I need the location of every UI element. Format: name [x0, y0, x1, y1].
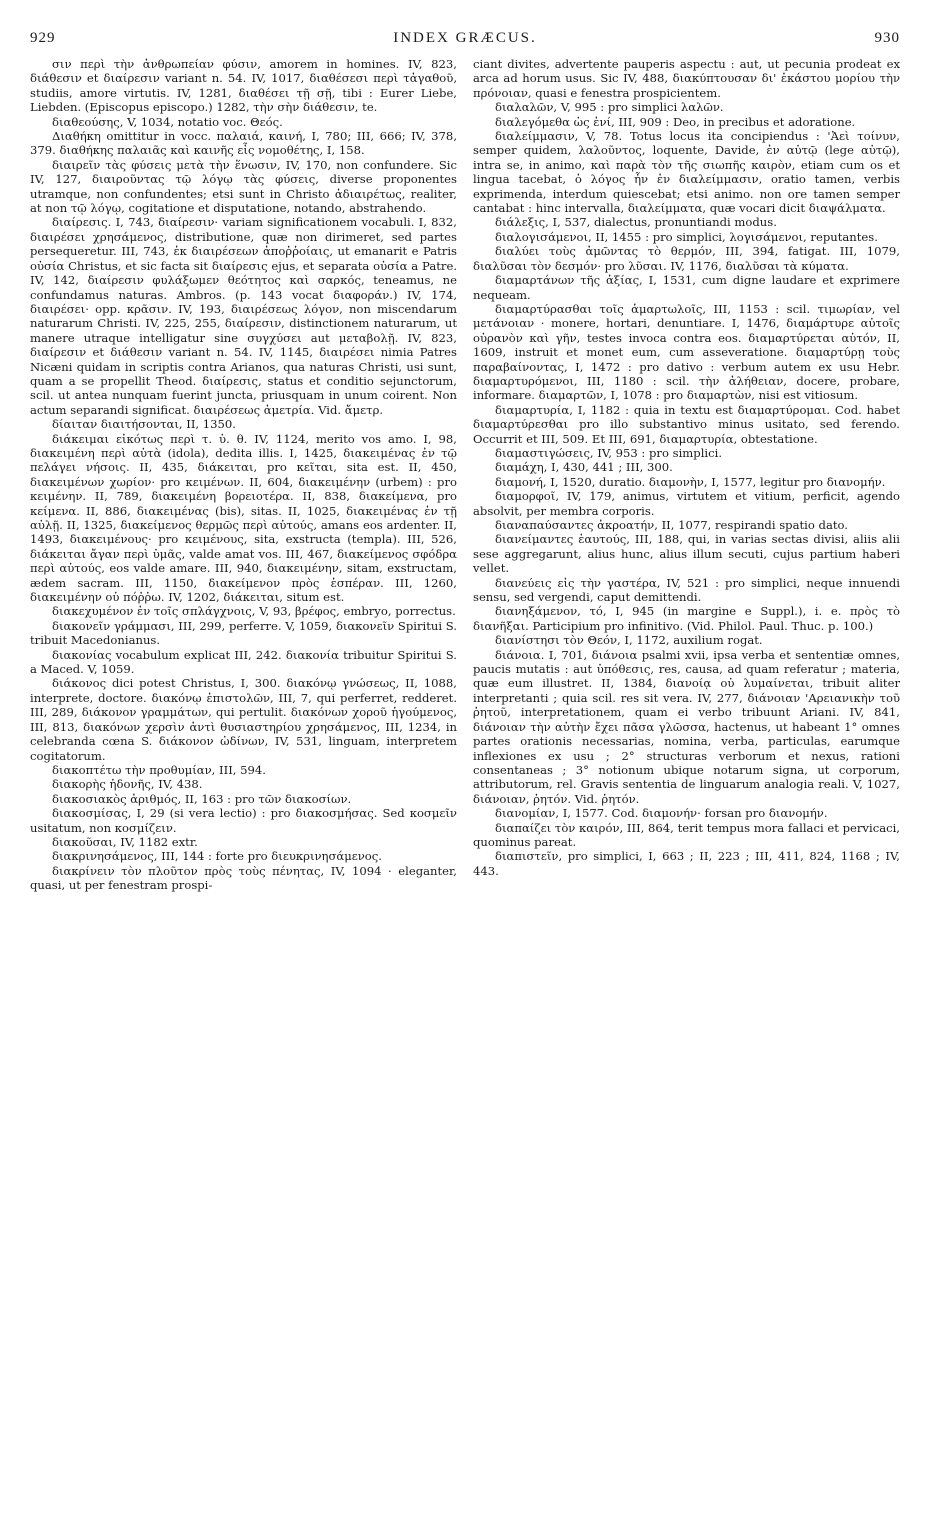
index-entry: διακορὴς ἡδονῆς, IV, 438.: [52, 777, 203, 792]
index-entry: διαμαρτάνων τῆς ἀξίας, I, 1531, cum digne laudare et exprimere nequeam.: [473, 273, 900, 302]
index-entry: Διαθήκη omittitur in vocc. παλαιά, καινή, I, 780; III, 666; IV, 378, 379. διαθήκης παλαιᾶς καὶ καινῆς εἷς νομοθέτης, I, 158.: [30, 129, 457, 158]
index-entry: διαλύει τοὺς ἀμῶντας τὸ θερμόν, III, 394, fatigat. III, 1079, διαλῦσαι τὸν δεσμόν· pro λῦσαι. IV, 1176, διαλῦσαι τὰ κύματα.: [473, 244, 900, 273]
index-entry: διαλογισάμενοι, II, 1455 : pro simplici, λογισάμενοι, reputantes.: [495, 229, 878, 244]
index-entry: διαμορφοῖ, IV, 179, animus, virtutem et vitium, perficit, agendo absolvit, per membra corporis.: [473, 489, 900, 518]
index-entry: διάλεξις, I, 537, dialectus, pronuntiandi modus.: [495, 215, 777, 230]
index-entry: διαναπαύσαντες ἀκροατήν, II, 1077, respirandi spatio dato.: [495, 518, 848, 532]
index-entry: διαμονή, I, 1520, duratio. διαμονὴν, I, 1577, legitur pro διανομήν.: [495, 474, 886, 489]
index-entry: διανείμαντες ἑαυτούς, III, 188, qui, in varias sectas divisi, aliis alii sese aggregarunt, alius hunc, alius illum secuti, cujus partium haberi vellet.: [473, 532, 900, 576]
index-entry: διαίρεσις. I, 743, διαίρεσιν· variam significationem vocabuli. I, 832, διαιρέσει χρησάμενος, distributione, quæ non dirimeret, sed partes persequeretur. III, 743, ἐκ διαιρέσεων ἀποῤῥοίαις, ut emanarit e Patris οὐσία Christus, et sic facta sit διαίρεσις ejus, et separata οὐσία a Patre. IV, 142, διαίρεσιν φυλάξωμεν θεότητος καὶ σαρκός, teneamus, ne confundamus naturas. Ambros. (p. 143 vocat διαφοράν.) IV, 174, διαιρέσει· opp. κρᾶσιν. IV, 193, διαιρέσεως λόγον, non miscendarum naturarum Christi. IV, 225, 255, διαίρεσιν, distinctionem naturarum, ut manere utraque intelligatur sine συγχύσει aut μεταβολῇ. IV, 823, διαίρεσιν et διάθεσιν variant n. 54. IV, 1145, διαιρέσει nimia Patres Nicæni quidam in scriptis contra Arianos, qua naturas Christi, usi sunt, quam a se propellit Theod. διαίρεσις, status et conditio sejunctorum, scil. ut antea nunquam fuerint juncta, priusquam in unum coirent. Non actum separandi significat. διαιρέσεως ἀμετρία. Vid. ἄμετρ.: [30, 215, 457, 417]
index-entry: διακοῦσαι, IV, 1182 extr.: [52, 834, 198, 849]
text-columns: [30, 57, 900, 893]
index-entry: διακονεῖν γράμμασι, III, 299, perferre. V, 1059, διακονεῖν Spiritui S. tribuit Macedonianus.: [30, 618, 457, 648]
index-entry: διάνοια. I, 701, διάνοια psalmi xvii, ipsa verba et sententiæ omnes, paucis mutatis : aut ὑπόθεσις, res, causa, ad quam referatur ; materia, quæ eum illustret. II, 1384, διανοίᾳ οὐ λυμαίνεται, tribuit aliter interpretanti ; quia scil. res sit vera. IV, 277, διάνοιαν 'Αρειανικὴν τοῦ ῥητοῦ, interpretationem, quam ei verbo tribuunt Ariani. IV, 841, διάνοιαν τὴν αὐτὴν ἔχει πᾶσα γλῶσσα, hactenus, ut habeant 1° omnes partes orationis necessarias, nomina, verba, particulas, earumque inflexiones ex usu ; 2° structuras verborum et nexus, rationi consentaneas ; 3° notionum ubique notarum signa, ut corporum, attributorum, rel. Gravis sententia de linguarum analogia reali. V, 1027, διάνοιαν, ῥητόν. Vid. ῥητόν.: [473, 647, 900, 806]
running-title: INDEX GRÆCUS.: [393, 30, 537, 46]
index-entry: διαμαρτύρασθαι τοῖς ἁμαρτωλοῖς, III, 1153 : scil. τιμωρίαν, vel μετάνοιαν · monere, hortari, denuntiare. I, 1476, διαμάρτυρε αὐτοῖς οὐρανὸν καὶ γῆν, testes invoca contra eos. διαμαρτύρεται αὐτόν, II, 1609, instruit et monet eum, cum asseveratione. διαμαρτύρῃ τοὺς παραβαίνοντας, I, 1472 : pro dativo : verbum autem ex usu Hebr. διαμαρτυρόμενοι, III, 1180 : scil. τὴν ἀλήθειαν, docere, probare, informare. διαμαρτῶν, I, 1078 : pro διαμαρτὼν, nisi est vitiosum.: [473, 301, 900, 403]
page-number-right: 930: [874, 30, 900, 46]
left-column: [30, 57, 457, 893]
index-entry: διανίστησι τὸν Θεόν, I, 1172, auxilium rogat.: [495, 633, 763, 648]
index-entry: διανηξάμενον, τό, I, 945 (in margine e Suppl.), i. e. πρὸς τὸ διανῆξαι. Participium pro infinitivo. (Vid. Philol. Paul. Thuc. p. 100.): [473, 604, 900, 633]
index-entry: διαμαστιγώσεις, IV, 953 : pro simplici.: [495, 445, 723, 460]
index-entry: διακοσμίσας, I, 29 (si vera lectio) : pro διακοσμήσας. Sed κοσμεῖν usitatum, non κοσμίζειν.: [30, 806, 457, 835]
page-number-left: 929: [30, 30, 56, 46]
right-column: [473, 57, 900, 893]
index-entry: σιν περὶ τὴν ἀνθρωπείαν φύσιν, amorem in homines. IV, 823, διάθεσιν et διαίρεσιν variant n. 54. IV, 1017, διαθέσεσι περὶ τἀγαθοῦ, studiis, amore virtutis. IV, 1281, διαθέσει τῇ σῇ, tibi : Eurer Liebe, Liebden. (Episcopus episcopo.) 1282, τὴν σὴν διάθεσιν, te.: [30, 57, 457, 115]
index-entry: διαθεούσης, V, 1034, notatio voc. Θεός.: [52, 114, 283, 129]
index-entry: διαπαίζει τὸν καιρόν, III, 864, terit tempus mora fallaci et pervicaci, quominus pareat.: [473, 820, 900, 849]
index-entry: διανομίαν, I, 1577. Cod. διαμονήν· forsan pro διανομήν.: [495, 806, 828, 821]
index-entry: διακοπτέτω τὴν προθυμίαν, III, 594.: [52, 762, 266, 777]
index-entry: διακοσιακὸς ἀριθμός, II, 163 : pro τῶν διακοσίων.: [52, 791, 352, 806]
index-entry: διακρινησάμενος, III, 144 : forte pro διευκρινησάμενος.: [52, 849, 382, 864]
index-entry: διαπιστεῖν, pro simplici, I, 663 ; II, 223 ; III, 411, 824, 1168 ; IV, 443.: [473, 849, 900, 878]
page-header: [30, 30, 900, 47]
index-entry: διαιρεῖν τὰς φύσεις μετὰ τὴν ἕνωσιν, IV, 170, non confundere. Sic IV, 127, διαιροῦντας τῷ λόγῳ τὰς φύσεις, diverse proponentes utramque, non confundentes; etsi sunt in Christo ἀδιαιρέτως, realiter, at non τῷ λόγῳ, cogitatione et disputatione, notando, abstrahendo.: [30, 157, 457, 216]
index-entry: ciant divites, advertente pauperis aspectu : aut, ut pecunia prodeat ex arca ad horum usus. Sic IV, 488, διακύπτουσαν δι' ἑκάστου μορίου τὴν πρόνοιαν, quasi e fenestra prospicientem.: [473, 57, 900, 100]
index-entry: διανεύεις εἰς τὴν γαστέρα, IV, 521 : pro simplici, neque innuendi sensu, sed vergendi, caput demittendi.: [473, 575, 900, 605]
index-entry: διαμαρτυρία, I, 1182 : quia in textu est διαμαρτύρομαι. Cod. habet διαμαρτύρεσθαι pro illo substantivo minus usitato, sed ferendo. Occurrit et III, 509. Et III, 691, διαμαρτυρία, obtestatione.: [473, 402, 900, 446]
index-entry: δίαιταν διαιτήσονται, II, 1350.: [52, 417, 236, 432]
index-entry: διακεχυμένον ἐν τοῖς σπλάγχνοις, V, 93, βρέφος, embryo, porrectus.: [52, 604, 456, 619]
index-entry: διαλείμμασιν, V, 78. Totus locus ita concipiendus : 'Ἀεὶ τοίνυν, semper quidem, λαλοῦντος, loquente, Davide, ἐν αὐτῷ (lege αὑτῷ), intra se, in animo, καὶ παρὰ τὸν τῆς σιωπῆς καιρὸν, etiam cum os et lingua tacebat, ὁ λόγος ἦν ἐν διαλείμμασιν, oratio tamen, verbis exprimenda, interdum quiescebat; etsi animo. non ore tamen semper cantabat : hinc intervalla, διαλείμματα, quæ vocari dicit διαψάλματα.: [473, 129, 900, 216]
index-entry: διάκονος dici potest Christus, I, 300. διακόνῳ γνώσεως, II, 1088, interprete, doctore. διακόνῳ ἐπιστολῶν, III, 7, qui perferret, redderet. III, 289, διάκονον γραμμάτων, qui pertulit. διακόνων χοροῦ ἡγούμενος, III, 813, διακόνων χερσὶν ἀντὶ θυσιαστηρίου χρησάμενος, III, 1234, in celebranda cœna S. διάκονον ὠδίνων, IV, 531, linguam, interpretem cogitatorum.: [30, 676, 457, 763]
index-entry: διαλεγόμεθα ὡς ἑνί, III, 909 : Deo, in precibus et adoratione.: [495, 114, 856, 129]
index-entry: διακονίας vocabulum explicat III, 242. διακονία tribuitur Spiritui S. a Maced. V, 1059.: [30, 647, 457, 677]
index-entry: διαμάχη, I, 430, 441 ; III, 300.: [495, 460, 673, 475]
index-entry: διαλαλῶν, V, 995 : pro simplici λαλῶν.: [495, 100, 724, 115]
index-entry: διακρίνειν τὸν πλοῦτον πρὸς τοὺς πένητας, IV, 1094 · eleganter, quasi, ut per fenestram prospi-: [30, 863, 457, 893]
index-entry: διάκειμαι εἰκότως περὶ τ. ὑ. θ. IV, 1124, merito vos amo. I, 98, διακειμένη περὶ αὐτὰ (idola), dedita illis. I, 1425, διακειμένας ἐν τῷ πελάγει νήσοις. II, 435, διάκειται, pro κεῖται, sita est. II, 450, διακειμένων χωρίον· pro κειμένων. II, 604, διακειμένην (urbem) : pro κειμένην. II, 789, διακειμένη βορειοτέρα. II, 838, διακείμενα, pro κείμενα. II, 886, διακειμένας (bis), sitas. II, 1025, διακειμένας ἐν τῇ αὐλῇ. II, 1325, διακείμενος θερμῶς περὶ αὐτούς, amans eos ardenter. II, 1493, διακειμένους· pro κειμένους, sita, exstructa (templa). III, 526, διάκειται ἄγαν περὶ ὑμᾶς, valde amat vos. III, 467, διακείμενος σφόδρα περὶ αὐτούς, eos valde amare. III, 940, διακειμένην, sitam, exstructam, ædem sacram. III, 1150, διακείμενον πρὸς ἑσπέραν. III, 1260, διακειμένην οὐ πόῤῥω. IV, 1202, διάκειται, situm est.: [30, 431, 457, 605]
